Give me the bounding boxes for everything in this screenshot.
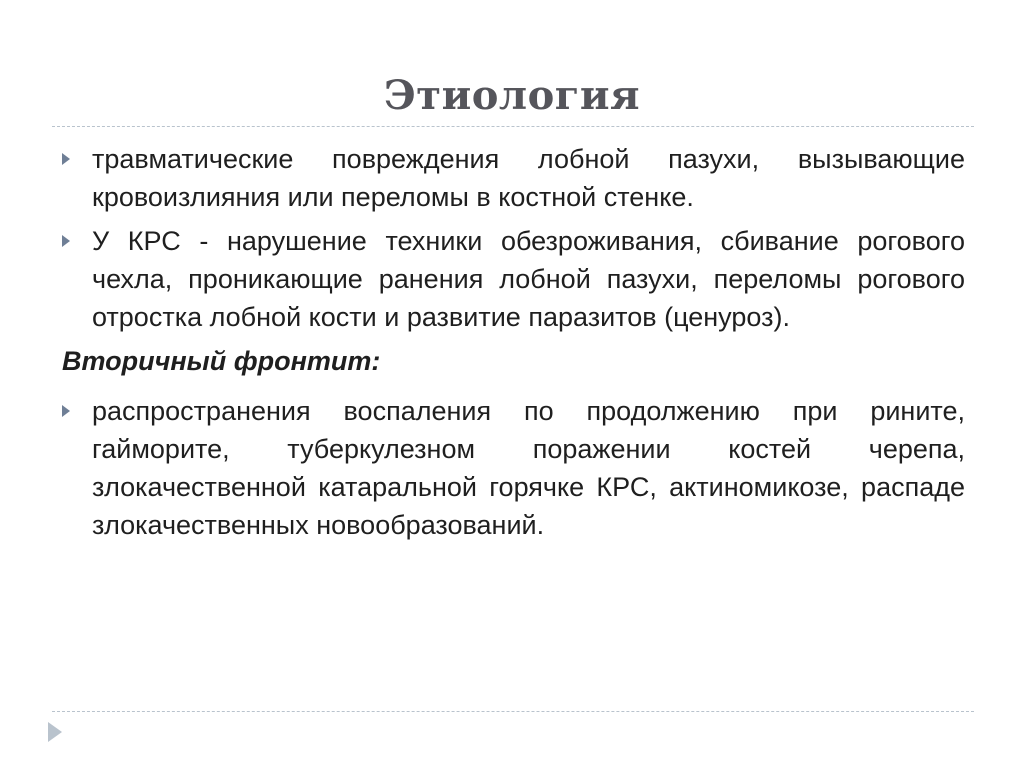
- title-divider: [52, 126, 974, 127]
- footer-divider: [52, 711, 974, 712]
- bullet-text: травматические повреждения лобной пазухи, вызывающие кровоизлияния или переломы в костной стенке.: [92, 144, 965, 212]
- bullet-item: [62, 392, 965, 544]
- next-slide-triangle-icon[interactable]: [48, 722, 62, 742]
- bullet-triangle-icon: [62, 235, 70, 247]
- bullet-triangle-icon: [62, 153, 70, 165]
- bullet-triangle-icon: [62, 405, 70, 417]
- slide-content: [62, 140, 965, 550]
- bullet-item: [62, 140, 965, 216]
- bullet-text: распространения воспаления по продолжению при рините, гайморите, туберкулезном поражении костей черепа, злокачественной катаральной горячке КРС, актиномикозе, распаде злокачественных новообразований.: [92, 396, 965, 540]
- bullet-text: У КРС - нарушение техники обезроживания, сбивание рогового чехла, проникающие ранения лобной пазухи, переломы рогового отростка лобной кости и развитие паразитов (ценуроз).: [92, 226, 965, 332]
- bullet-item: [62, 222, 965, 336]
- section-subheading: Вторичный фронтит:: [62, 346, 381, 376]
- slide-title: Этиология: [383, 72, 641, 119]
